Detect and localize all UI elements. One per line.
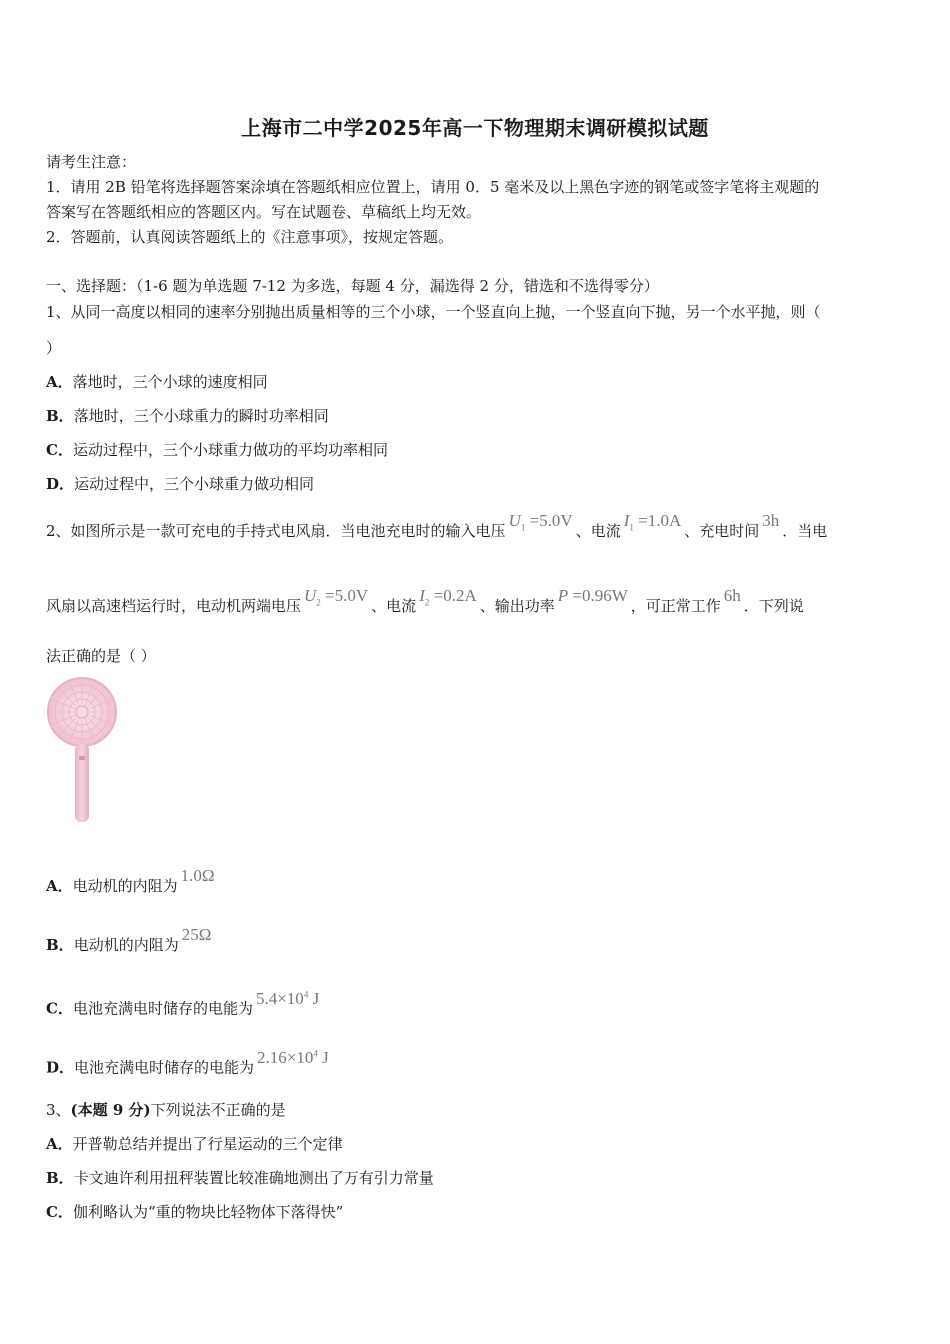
formula-p: P =0.96W [557, 586, 628, 605]
formula-energy: $2.16\times 10^4$ J [257, 1047, 329, 1067]
q3-option-a [46, 1134, 343, 1154]
option-text: 电动机的内阻为 [73, 936, 179, 954]
q1-stem-line-2: ） [46, 339, 62, 357]
q2-stem-line-3: 法正确的是（ ） [46, 647, 156, 665]
q2-text: ．当电 [782, 522, 828, 540]
q2-text: ．下列说 [743, 597, 804, 615]
handheld-fan-image [44, 676, 124, 826]
option-letter: C． [46, 441, 73, 459]
q3-option-c [46, 1202, 343, 1222]
q2-text: 、电流 [575, 522, 621, 540]
q1-option-b [46, 406, 329, 426]
option-text: 落地时，三个小球重力的瞬时功率相同 [73, 407, 329, 425]
option-letter: B． [46, 1169, 74, 1187]
formula-t1: 3h [762, 511, 780, 530]
q2-text: 、电流 [371, 597, 417, 615]
q3-stem [46, 1100, 286, 1120]
option-text: 开普勒总结并提出了行星运动的三个定律 [72, 1135, 343, 1153]
notice-heading: 请考生注意： [46, 153, 137, 171]
option-text: 卡文迪许利用扭秤装置比较准确地测出了万有引力常量 [73, 1169, 434, 1187]
page-title: 上海市二中学2025年高一下物理期末调研模拟试题 [241, 116, 709, 140]
option-text: 运动过程中，三个小球重力做功相同 [74, 475, 315, 493]
option-letter: C． [46, 999, 73, 1018]
option-text: 电池充满电时储存的电能为 [74, 1058, 255, 1077]
option-letter: A． [46, 877, 73, 895]
formula-resistance: 1.0Ω [180, 866, 215, 885]
formula-u1: $U_1 =5.0V$ [508, 511, 573, 533]
q2-option-b [46, 925, 214, 955]
q2-stem-line-2 [46, 586, 804, 622]
formula-i2: $I_2 =0.2A$ [419, 586, 477, 608]
option-letter: D． [46, 475, 75, 493]
option-letter: A． [46, 373, 73, 391]
q2-text: 2、如图所示是一款可充电的手持式电风扇．当电池充电时的输入电压 [46, 522, 506, 540]
q2-text: 、输出功率 [479, 597, 555, 615]
q2-text: 风扇以高速档运行时，电动机两端电压 [46, 597, 302, 615]
formula-resistance: 25Ω [181, 925, 212, 944]
q3-score: (本题 9 分) [70, 1101, 151, 1119]
option-text: 电动机的内阻为 [72, 877, 178, 895]
q1-option-c [46, 440, 388, 460]
option-text: 落地时，三个小球的速度相同 [72, 373, 268, 391]
option-text: 电池充满电时储存的电能为 [72, 999, 253, 1018]
q2-stem-line-1 [46, 511, 828, 547]
q2-option-d [46, 1047, 332, 1078]
q2-option-a [46, 866, 218, 896]
q1-option-d [46, 474, 314, 494]
notice-item-1-line-1: 1．请用 2B 铅笔将选择题答案涂填在答题纸相应位置上，请用 0．5 毫米及以上黑色字迹的钢笔或签字笔将主观题的 [46, 178, 820, 196]
option-text: 伽利略认为“重的物块比轻物体下落得快” [72, 1203, 344, 1221]
q2-text: 、充电时间 [684, 522, 760, 540]
formula-t2: 6h [723, 586, 741, 605]
q3-option-b [46, 1168, 434, 1188]
q1-stem-line-1: 1、从同一高度以相同的速率分别抛出质量相等的三个小球，一个竖直向上抛，一个竖直向下抛，另一个水平抛，则（ [46, 303, 821, 321]
formula-u2: $U_2 =5.0V$ [304, 586, 369, 608]
option-letter: B． [46, 407, 74, 425]
q3-number: 3、 [46, 1101, 71, 1119]
q3-text: 下列说法不正确的是 [150, 1101, 286, 1119]
q2-option-c [46, 988, 322, 1019]
option-letter: C． [46, 1203, 73, 1221]
q2-text: ，可正常工作 [630, 597, 721, 615]
option-letter: D． [46, 1058, 75, 1077]
option-letter: A． [46, 1135, 73, 1153]
notice-item-1-line-2: 答案写在答题纸相应的答题区内。写在试题卷、草稿纸上均无效。 [46, 203, 482, 221]
section-1-heading: 一、选择题：（1-6 题为单选题 7-12 为多选，每题 4 分，漏选得 2 分，错选和不选得零分） [46, 277, 659, 295]
formula-energy: $5.4\times 10^4$ J [255, 988, 320, 1008]
q1-option-a [46, 372, 268, 392]
notice-item-2: 2．答题前，认真阅读答题纸上的《注意事项》，按规定答题。 [46, 228, 454, 246]
formula-i1: $I_1 =1.0A$ [623, 511, 682, 533]
option-letter: B． [46, 936, 74, 954]
option-text: 运动过程中，三个小球重力做功的平均功率相同 [72, 441, 388, 459]
